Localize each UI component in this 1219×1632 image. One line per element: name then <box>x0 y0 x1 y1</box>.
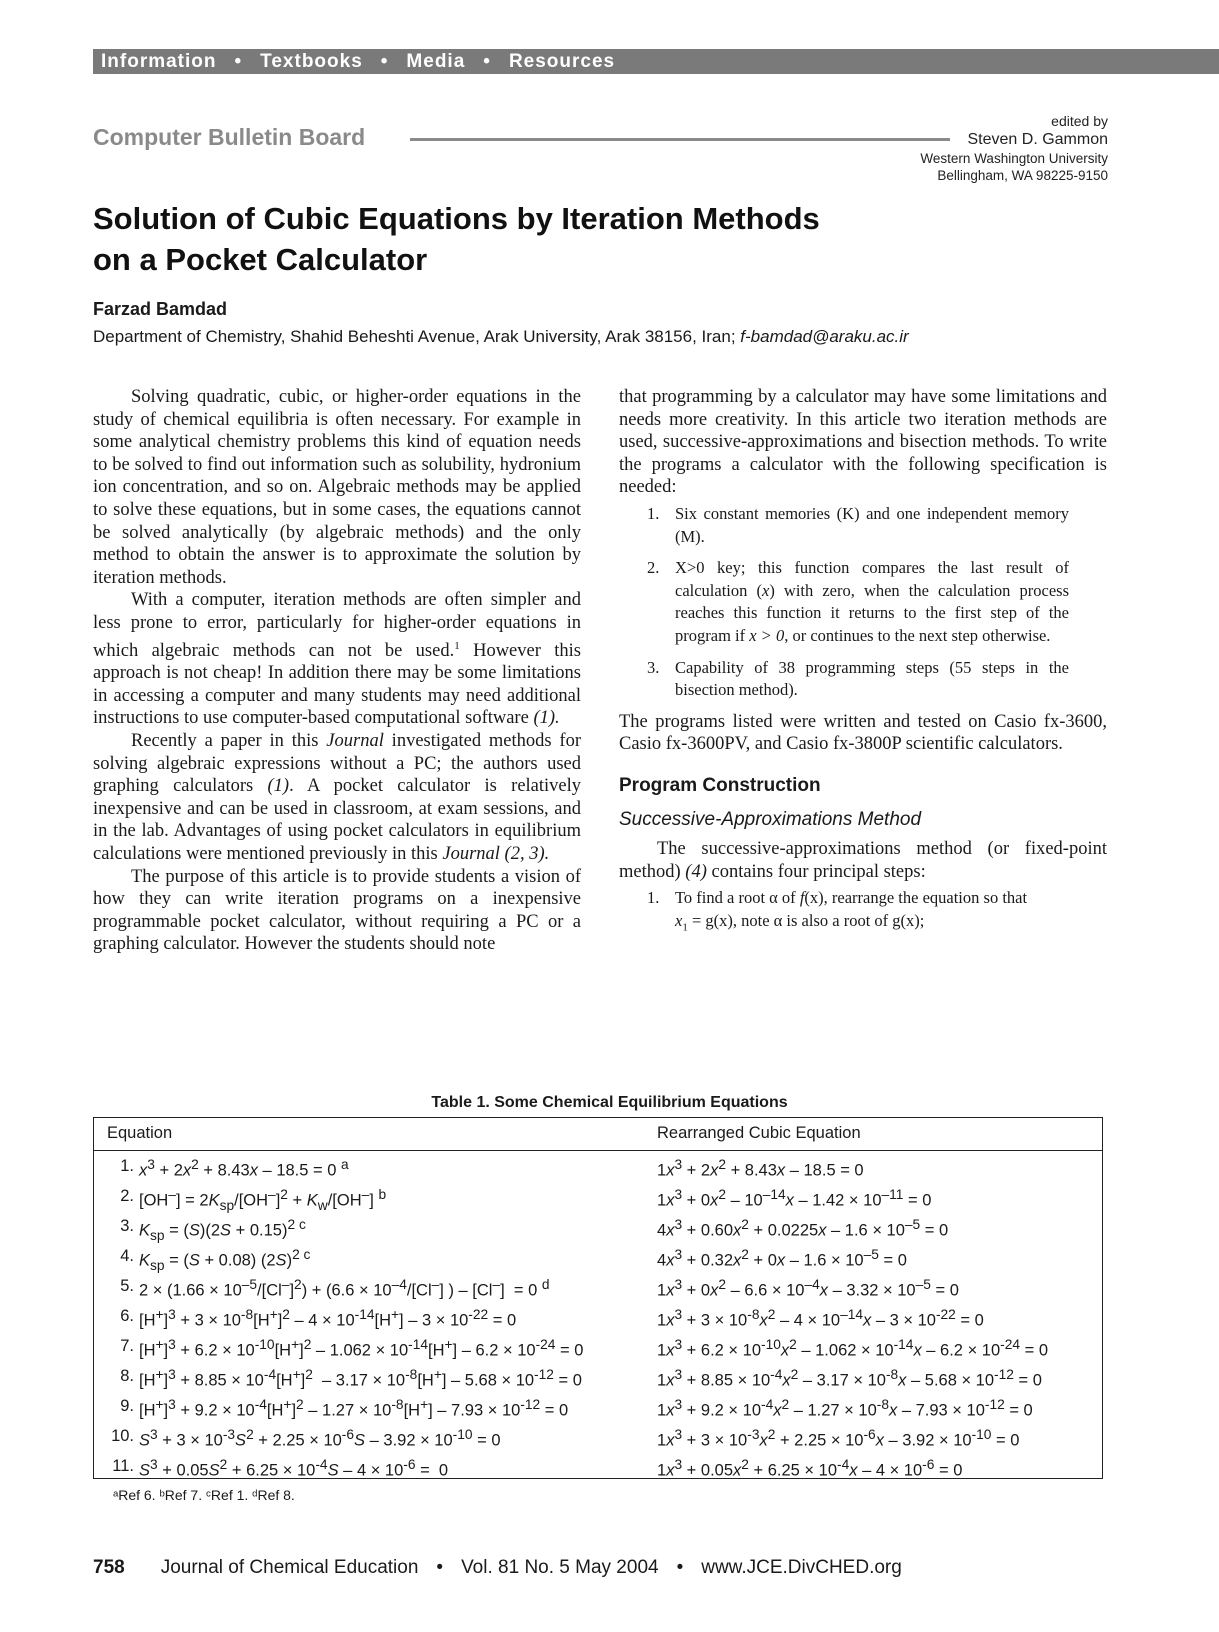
equation-cell: $[H^+]^3 + 9.2 \times 10^{-4}[H^+]^2 - 1.27 \times 10^{-8}[H^+] - 7.93 \times 10^{-12} = 0$ <box>139 1397 569 1420</box>
edited-by-label: edited by <box>1051 113 1108 129</box>
math-variable: x <box>761 580 770 600</box>
list-number: 2. <box>647 558 660 578</box>
equation-cell: $x^3 + 2x^2 + 8.43x - 18.5 = 0$ $^a$ <box>139 1157 349 1180</box>
rearranged-cell: $4x^3 + 0.60x^2 + 0.0225x - 1.6 \times 10^{-5} = 0$ <box>657 1217 949 1240</box>
footer-separator: • <box>676 1557 684 1578</box>
text-run: Recently a paper in this <box>131 731 327 752</box>
list-text: ) with zero, when the calculation process reaches this function it returns to the first step of the program if <box>675 580 1069 645</box>
table-row <box>94 1423 1102 1453</box>
article-title <box>93 198 993 280</box>
nav-separator: • <box>483 51 491 72</box>
row-number: 11. <box>112 1457 134 1475</box>
section-heading: Program Construction <box>619 774 821 796</box>
rearranged-cell: $1x^3 + 0.05x^2 + 6.25 \times 10^{-4}x - 4 \times 10^{-6} = 0$ <box>657 1457 963 1480</box>
text-run: investigated methods for solving algebraic expressions without a PC; the authors used graphing calculators <box>93 731 581 797</box>
volume-info: Vol. 81 No. 5 May 2004 <box>461 1557 659 1578</box>
table-row <box>94 1363 1102 1393</box>
list-text: = g(x), note α is also a root of g(x); <box>687 910 925 930</box>
requirements-list <box>619 503 1107 702</box>
list-item <box>619 887 1107 938</box>
rearranged-cell: $4x^3 + 0.32x^2 + 0x - 1.6 \times 10^{-5} = 0$ <box>657 1247 907 1270</box>
paragraph <box>619 838 1107 883</box>
row-number: 6. <box>120 1307 134 1325</box>
text-run: The successive-approximations method (or fixed-point method) <box>619 838 1107 882</box>
table-row <box>94 1153 1102 1183</box>
editor-address: Bellingham, WA 98225-9150 <box>937 168 1108 183</box>
list-text: Six constant memories (K) and one independent memory (M). <box>675 503 1069 546</box>
list-text: (x), rearrange the equation so that <box>804 888 1028 908</box>
reference-superscript[interactable]: 1 <box>454 639 460 652</box>
list-number: 1. <box>647 503 660 523</box>
equation-cell: $[H^+]^3 + 3 \times 10^{-8}[H^+]^2 - 4 \times 10^{-14}[H^+] - 3 \times 10^{-22} = 0$ <box>139 1307 517 1330</box>
rearranged-cell: $1x^3 + 0x^2 - 6.6 \times 10^{-4}x - 3.32 \times 10^{-5} = 0$ <box>657 1277 959 1300</box>
math-subscript: 1 <box>682 920 688 933</box>
table-row <box>94 1453 1102 1483</box>
paragraph: The programs listed were written and tested on Casio fx-3600, Casio fx-3600PV, and Casio fx-3800P scientific calculators. <box>619 711 1107 755</box>
citation-link[interactable]: (4) <box>685 861 707 882</box>
list-item <box>619 657 1107 702</box>
list-text: , or continues to the next step otherwise. <box>784 625 1051 645</box>
journal-name: Journal of Chemical Education <box>160 1557 419 1578</box>
title-line-2: on a Pocket Calculator <box>93 242 428 277</box>
math-expression: x > 0 <box>749 625 785 645</box>
section-title: Computer Bulletin Board <box>93 124 366 150</box>
table-row <box>94 1243 1102 1273</box>
equation-cell: $[H^+]^3 + 8.85 \times 10^{-4}[H^+]^2 - 3.17 \times 10^{-8}[H^+] - 5.68 \times 10^{-12} = 0$ <box>139 1367 582 1390</box>
text-run: However this approach is not cheap! In addition there may be some limitations in accessing a computer and many students may need additional instructions to use computer-based computational software <box>93 640 581 729</box>
math-variable: x <box>675 910 683 930</box>
text-run: contains four principal steps: <box>706 861 926 882</box>
steps-list <box>619 887 1107 938</box>
table-row <box>94 1333 1102 1363</box>
title-line-1: Solution of Cubic Equations by Iteration Methods <box>93 201 820 236</box>
author-email-link[interactable]: f-bamdad@araku.ac.ir <box>740 327 909 346</box>
row-number: 1. <box>120 1157 134 1175</box>
row-number: 3. <box>120 1217 134 1235</box>
equation-cell: $K_{sp} = (S)(2S + 0.15)^{2 c}$ <box>139 1217 306 1243</box>
page-number: 758 <box>93 1557 125 1578</box>
paragraph: that programming by a calculator may have some limitations and needs more creativity. In this article two iteration methods are used, successive-approximations and bisection methods. To write the programs a calculator with the following specification is needed: <box>619 387 1107 498</box>
column-header-equation: Equation <box>107 1124 173 1142</box>
rearranged-cell: $1x^3 + 2x^2 + 8.43x - 18.5 = 0$ <box>657 1157 864 1180</box>
top-navigation-bar <box>93 49 1219 74</box>
affiliation-text: Department of Chemistry, Shahid Beheshti Avenue, Arak University, Arak 38156, Iran; <box>93 327 741 346</box>
footer-separator: • <box>436 1557 444 1578</box>
list-text: X>0 key; this function compares the last result of calculation ( <box>675 558 1069 600</box>
nav-separator: • <box>234 51 243 72</box>
editor-name: Steven D. Gammon <box>967 131 1108 148</box>
page-footer <box>93 1557 902 1579</box>
editor-affiliation: Western Washington University <box>920 151 1108 166</box>
equation-cell: $[OH^-] = 2K_{sp}/[OH^-]^2 + K_w/[OH^-]$ $^b$ <box>139 1187 387 1213</box>
equation-cell: $S^3 + 3 \times 10^{-3}S^2 + 2.25 \times 10^{-6}S - 3.92 \times 10^{-10} = 0$ <box>139 1427 501 1450</box>
table-row <box>94 1183 1102 1213</box>
list-item <box>619 503 1107 548</box>
row-number: 4. <box>120 1247 134 1265</box>
text-run: . A pocket calculator is relatively inexpensive and can be used in classroom, at exam sessions, and in the lab. Advantages of using pocket calculators in equilibrium calculations were mentioned previously in this <box>93 776 582 865</box>
math-variable: f <box>799 888 805 908</box>
rearranged-cell: $1x^3 + 6.2 \times 10^{-10}x^2 - 1.062 \times 10^{-14}x - 6.2 \times 10^{-24} = 0$ <box>657 1337 1049 1360</box>
list-text: To find a root α of <box>675 888 800 908</box>
equation-cell: $[H^+]^3 + 6.2 \times 10^{-10}[H^+]^2 - 1.062 \times 10^{-14}[H^+] - 6.2 \times 10^{-24} = 0$ <box>139 1337 584 1360</box>
table-row <box>94 1303 1102 1333</box>
equations-table <box>93 1117 1103 1479</box>
section-rule <box>410 138 950 141</box>
table-row <box>94 1213 1102 1243</box>
paragraph <box>93 730 581 866</box>
list-text: Capability of 38 programming steps (55 steps in the bisection method). <box>675 657 1069 700</box>
table-caption: Table 1. Some Chemical Equilibrium Equations <box>431 1094 788 1111</box>
table-footnotes: ᵃRef 6. ᵇRef 7. ᶜRef 1. ᵈRef 8. <box>113 1487 295 1503</box>
rearranged-cell: $1x^3 + 9.2 \times 10^{-4}x^2 - 1.27 \times 10^{-8}x - 7.93 \times 10^{-12} = 0$ <box>657 1397 1033 1420</box>
nav-item-information[interactable]: Information <box>101 51 217 72</box>
body-column-right <box>619 386 1107 948</box>
citation-link[interactable]: (1) <box>267 776 290 797</box>
paragraph: The purpose of this article is to provide students a vision of how they can write iteration programs on a inexpensive programmable pocket calculator, without requiring a PC or a graphing calculator. However the students should note <box>93 866 581 955</box>
row-number: 10. <box>111 1427 134 1445</box>
body-column-left <box>93 386 581 956</box>
row-number: 8. <box>120 1367 134 1385</box>
row-number: 9. <box>120 1397 134 1415</box>
row-number: 2. <box>120 1187 134 1205</box>
rearranged-cell: $1x^3 + 3 \times 10^{-3}x^2 + 2.25 \times 10^{-6}x - 3.92 \times 10^{-10} = 0$ <box>657 1427 1020 1450</box>
table-row <box>94 1393 1102 1423</box>
equation-cell: $S^3 + 0.05S^2 + 6.25 \times 10^{-4}S - 4 \times 10^{-6} = 0$ <box>139 1457 449 1480</box>
rearranged-cell: $1x^3 + 8.85 \times 10^{-4}x^2 - 3.17 \times 10^{-8}x - 5.68 \times 10^{-12} = 0$ <box>657 1367 1042 1390</box>
nav-item-media[interactable]: Media <box>406 51 466 72</box>
editor-block <box>920 113 1108 184</box>
rearranged-cell: $1x^3 + 0x^2 - 10^{-14}x - 1.42 \times 10^{-11} = 0$ <box>657 1187 932 1210</box>
author-name: Farzad Bamdad <box>93 299 228 319</box>
subsection-heading: Successive-Approximations Method <box>619 808 922 830</box>
table-body <box>94 1153 1102 1483</box>
paragraph <box>93 589 581 730</box>
paragraph: Solving quadratic, cubic, or higher-order equations in the study of chemical equilibria is often necessary. For example in some analytical chemistry problems this kind of equation needs to be solved to find out information such as solubility, hydronium ion concentration, and so on. Algebraic methods may be applied to solve these equations, but in some cases, the equations cannot be solved analytically (by algebraic methods) and the only method to obtain the answer is to approximate the solution by iteration methods. <box>93 387 581 588</box>
text-run: With a computer, iteration methods are often simpler and less prone to error, particularly for higher-order equations in which algebraic methods can not be used. <box>93 590 581 661</box>
row-number: 7. <box>120 1337 134 1355</box>
column-header-rearranged: Rearranged Cubic Equation <box>657 1124 861 1142</box>
rearranged-cell: $1x^3 + 3 \times 10^{-8}x^2 - 4 \times 10^{-14}x - 3 \times 10^{-22} = 0$ <box>657 1307 984 1330</box>
list-item <box>619 557 1107 647</box>
author-affiliation <box>93 327 909 347</box>
table-row <box>94 1273 1102 1303</box>
list-number: 3. <box>647 657 660 677</box>
equation-cell: $K_{sp} = (S + 0.08)$ $(2S)^{2 c}$ <box>139 1247 311 1273</box>
citation-link[interactable]: (1). <box>533 708 560 729</box>
equation-cell: $2 \times (1.66 \times 10^{-5}/[Cl^-]^2) + (6.6 \times 10^{-4}/[Cl^-]$ ) – [Cl–] = 0 $^d$ <box>139 1277 550 1300</box>
citation-link[interactable]: Journal (2, 3). <box>442 844 550 865</box>
journal-url-link[interactable]: www.JCE.DivCHED.org <box>701 1557 902 1578</box>
nav-item-textbooks[interactable]: Textbooks <box>260 51 363 72</box>
table-header <box>94 1118 1102 1151</box>
nav-separator: • <box>380 51 389 72</box>
row-number: 5. <box>120 1277 134 1295</box>
nav-item-resources[interactable]: Resources <box>508 51 616 72</box>
list-number: 1. <box>647 888 660 908</box>
journal-name: Journal <box>326 731 384 752</box>
